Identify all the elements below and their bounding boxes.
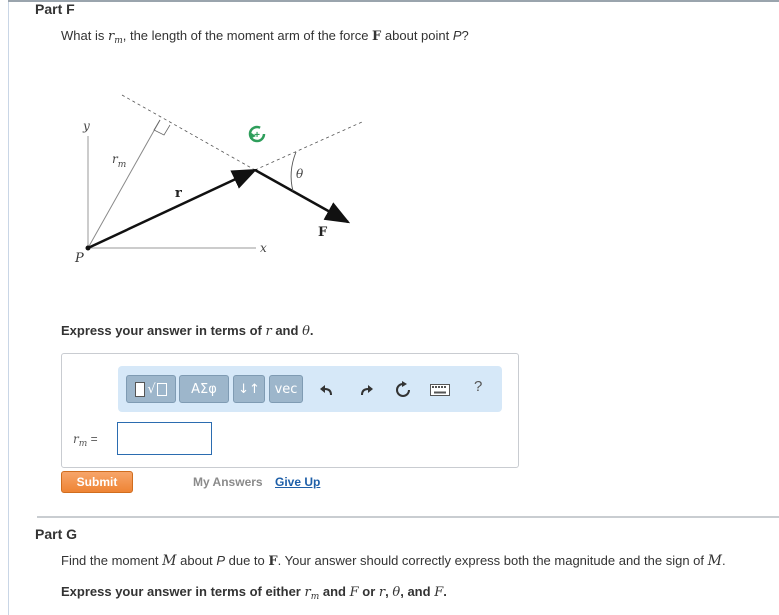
answer-label: $r_m$ =: [73, 432, 98, 449]
submit-button[interactable]: Submit: [61, 471, 133, 493]
left-border: [8, 0, 9, 615]
counterclockwise-positive-icon: [250, 127, 264, 141]
help-button[interactable]: ?: [474, 378, 483, 395]
part-g-question: Find the moment M about P due to F. Your answer should correctly express both the magnitude and the sign of M.: [61, 553, 726, 569]
section-divider: [37, 516, 779, 518]
redo-icon[interactable]: [356, 380, 376, 400]
reset-icon[interactable]: [393, 380, 413, 400]
moment-arm-diagram: [60, 90, 380, 270]
my-answers-link[interactable]: My Answers: [193, 475, 263, 489]
part-g-express-instruction: Express your answer in terms of either $r_m$ and F or r, θ, and F.: [61, 584, 447, 602]
label-y: y: [83, 119, 90, 133]
math-toolbar: [118, 366, 502, 412]
fraction-sqrt-template-icon[interactable]: √: [126, 375, 176, 403]
r-extension-line: [255, 122, 362, 170]
part-f-heading: Part F: [35, 1, 75, 17]
label-F: F: [318, 225, 328, 240]
label-x: x: [260, 241, 267, 255]
point-p: [86, 246, 91, 251]
svg-text:+: +: [254, 130, 260, 141]
label-r: r: [175, 186, 182, 201]
undo-icon[interactable]: [317, 380, 337, 400]
label-P: P: [75, 251, 84, 266]
rm-answer-input[interactable]: [117, 422, 212, 455]
part-f-express-instruction: Express your answer in terms of r and θ.: [61, 323, 314, 339]
position-vector-r: [88, 170, 255, 248]
top-divider: [8, 0, 779, 2]
label-theta: θ: [296, 167, 304, 181]
line-of-action: [122, 95, 255, 170]
keyboard-icon[interactable]: [429, 380, 451, 400]
part-f-question: What is $r_m$, the length of the moment arm of the force F about point P?: [61, 28, 469, 46]
give-up-link[interactable]: Give Up: [275, 475, 321, 489]
greek-symbols-button[interactable]: ΑΣφ: [179, 375, 229, 403]
label-rm: $r_m$: [112, 152, 127, 170]
right-angle-marker: [154, 120, 170, 135]
vec-button[interactable]: vec: [269, 375, 303, 403]
answer-panel: [61, 353, 519, 468]
part-g-heading: Part G: [35, 526, 78, 542]
moment-arm-line: [88, 120, 160, 248]
arrows-button[interactable]: ↓↑: [233, 375, 265, 403]
